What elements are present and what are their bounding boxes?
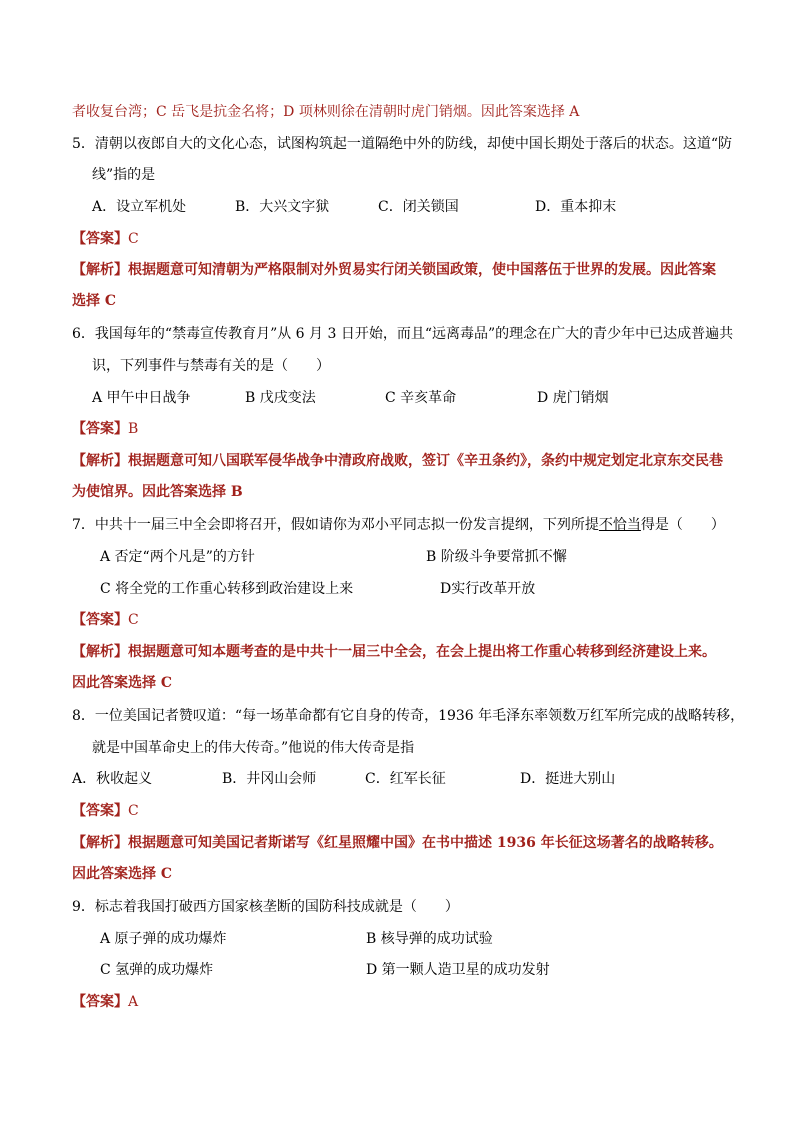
q7-option-a: A 否定“两个凡是”的方针	[100, 549, 255, 565]
q8-stem-line2: 就是中国革命史上的伟大传奇。”他说的伟大传奇是指	[92, 740, 415, 756]
q8-analysis-line1	[72, 833, 723, 853]
q7-analysis-text: 根据题意可知本题考查的是中共十一届三中全会，在会上提出将工作重心转移到经济建设上来。	[128, 644, 716, 660]
q7-answer-value: C	[128, 612, 139, 628]
q7-option-b: B 阶级斗争要常抓不懈	[426, 549, 567, 565]
analysis-tag: 【解析】	[72, 262, 128, 278]
q9-answer-value: A	[128, 994, 139, 1010]
q4-analysis-tail: 者收复台湾；C 岳飞是抗金名将；D 项林则徐在清朝时虎门销烟。因此答案选择 A	[72, 104, 580, 120]
q8-analysis-line2: 因此答案选择 C	[72, 866, 173, 882]
q7-stem-part2: 得是（ ）	[640, 517, 725, 533]
q8-answer-value: C	[128, 803, 139, 819]
q6-stem-line2: 识，下列事件与禁毒有关的是（ ）	[92, 358, 330, 374]
q6-answer-value: B	[128, 421, 139, 437]
analysis-tag: 【解析】	[72, 835, 128, 851]
answer-tag: 【答案】	[72, 612, 128, 628]
q5-stem-line2: 线”指的是	[92, 167, 156, 183]
q6-stem-line1: 6．我国每年的“禁毒宣传教育月”从 6 月 3 日开始，而且“远离毒品”的理念在广大的青少年中已达成普遍共	[72, 326, 734, 342]
q7-stem-line1	[72, 515, 725, 535]
q9-stem-line1: 9．标志着我国打破西方国家核垄断的国防科技成就是（ ）	[72, 899, 459, 915]
q9-option-d: D 第一颗人造卫星的成功发射	[366, 962, 550, 978]
q9-option-a: A 原子弹的成功爆炸	[100, 931, 227, 947]
q6-option-a: A 甲午中日战争	[92, 390, 191, 406]
q8-option-c: C．红军长征	[365, 771, 446, 787]
q6-answer	[72, 419, 138, 439]
q7-stem-part1: 7．中共十一届三中全会即将召开，假如请你为邓小平同志拟一份发言提纲，下列所提	[72, 517, 599, 533]
q5-option-a: A．设立军机处	[92, 199, 187, 215]
q7-analysis-line2: 因此答案选择 C	[72, 675, 173, 691]
answer-tag: 【答案】	[72, 421, 128, 437]
answer-tag: 【答案】	[72, 994, 128, 1010]
q6-analysis-line2: 为使馆界。因此答案选择 B	[72, 484, 243, 500]
q8-option-d: D．挺进大别山	[520, 771, 616, 787]
q5-option-d: D．重本抑末	[535, 199, 617, 215]
q8-analysis-text: 根据题意可知美国记者斯诺写《红星照耀中国》在书中描述 1936 年长征这场著名的战略转移。	[128, 835, 723, 851]
analysis-tag: 【解析】	[72, 453, 128, 469]
q6-option-c: C 辛亥革命	[385, 390, 457, 406]
answer-tag: 【答案】	[72, 231, 128, 247]
q9-option-b: B 核导弹的成功试验	[366, 931, 493, 947]
q7-analysis-line1	[72, 642, 716, 662]
q5-option-b: B．大兴文字狱	[235, 199, 330, 215]
q8-option-a: A．秋收起义	[72, 771, 153, 787]
q5-analysis-line2: 选择 C	[72, 293, 117, 309]
q5-option-c: C．闭关锁国	[378, 199, 459, 215]
q6-analysis-line1	[72, 451, 723, 471]
answer-tag: 【答案】	[72, 803, 128, 819]
q6-analysis-text: 根据题意可知八国联军侵华战争中清政府战败，签订《辛丑条约》，条约中规定划定北京东交民巷	[128, 453, 723, 469]
q5-answer-value: C	[128, 231, 139, 247]
q8-answer	[72, 801, 139, 821]
q7-option-c: C 将全党的工作重心转移到政治建设上来	[100, 581, 354, 597]
q6-option-b: B 戊戌变法	[245, 390, 316, 406]
q5-answer	[72, 229, 139, 249]
q5-analysis-line1	[72, 260, 716, 280]
q9-option-c: C 氢弹的成功爆炸	[100, 962, 214, 978]
analysis-tag: 【解析】	[72, 644, 128, 660]
q7-answer	[72, 610, 139, 630]
q9-answer	[72, 992, 138, 1012]
q8-stem-line1: 8．一位美国记者赞叹道：“每一场革命都有它自身的传奇，1936 年毛泽东率领数万红军所完成的战略转移，	[72, 708, 745, 724]
q5-stem-line1: 5．清朝以夜郎自大的文化心态，试图构筑起一道隔绝中外的防线，却使中国长期处于落后的状态。这道“防	[72, 136, 733, 152]
q7-option-d: D实行改革开放	[440, 581, 536, 597]
q7-stem-underlined: 不恰当	[598, 517, 641, 533]
q6-option-d: D 虎门销烟	[537, 390, 609, 406]
q5-analysis-text: 根据题意可知清朝为严格限制对外贸易实行闭关锁国政策，使中国落伍于世界的发展。因此答案	[128, 262, 716, 278]
q8-option-b: B．井冈山会师	[222, 771, 317, 787]
